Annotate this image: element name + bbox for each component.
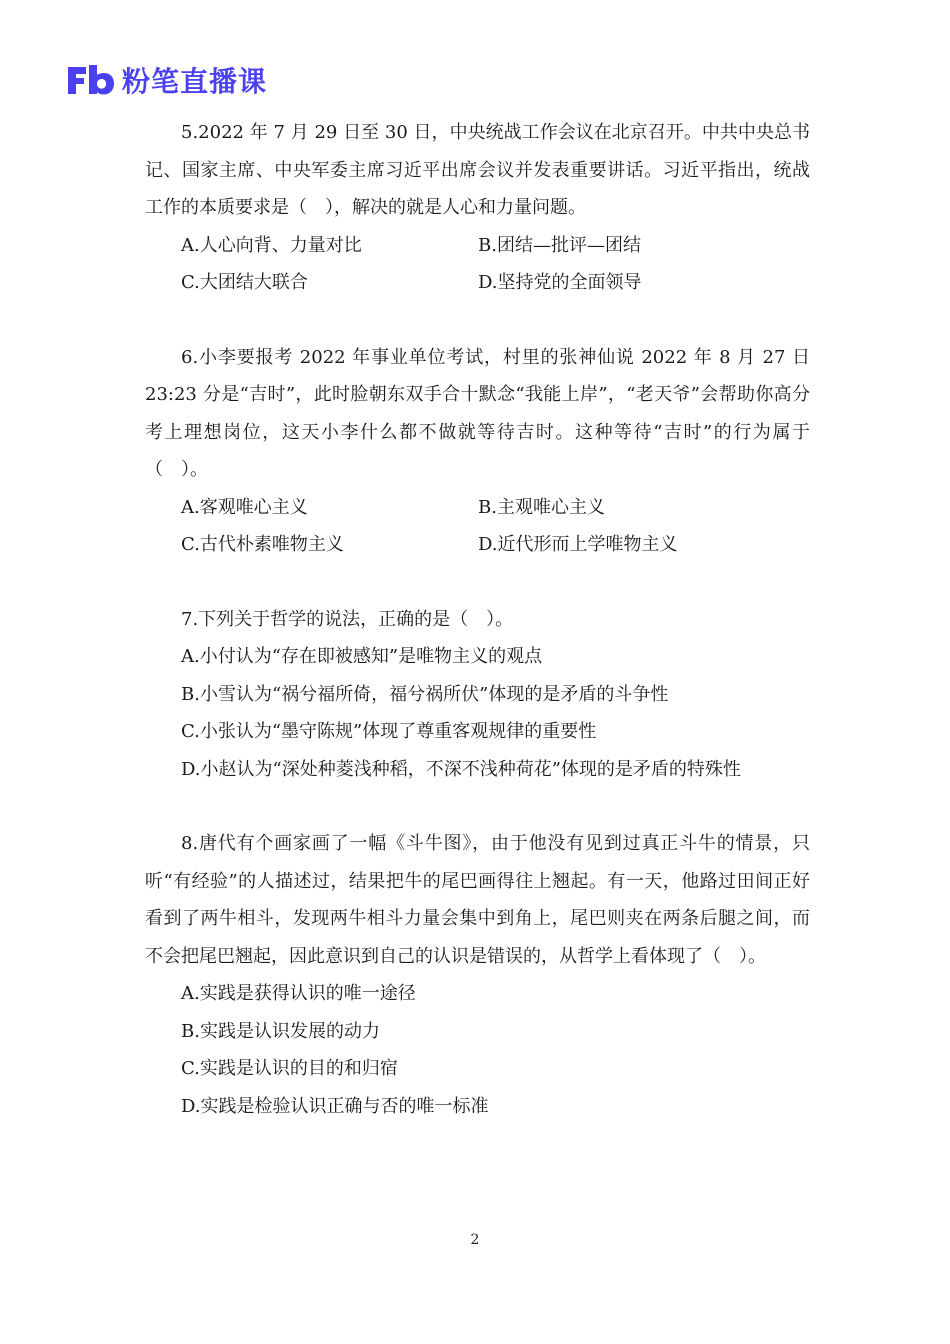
option-b: B.实践是认识发展的动力 (181, 1020, 380, 1042)
question-7 (145, 601, 810, 789)
question-stem: 7.下列关于哲学的说法，正确的是（ ）。 (181, 608, 514, 630)
spacer (145, 564, 810, 601)
option-c: C.大团结大联合 (181, 272, 308, 293)
option-d: D.小赵认为“深处种菱浅种稻，不深不浅种荷花”体现的是矛盾的特殊性 (181, 758, 741, 780)
brand-logo (66, 58, 267, 102)
option-b: B.团结—批评—团结 (478, 234, 641, 256)
option-list (145, 489, 810, 564)
question-stem: 8.唐代有个画家画了一幅《斗牛图》，由于他没有见到过真正斗牛的情景，只听“有经验”的人描述过，结果把牛的尾巴画得往上翘起。有一天，他路过田间正好看到了两牛相斗，发现两牛相斗力量会集中到角上，尾巴则夹在两条后腿之间，而不会把尾巴翘起，因此意识到自己的认识是错误的，从哲学上看体现了（ ）。 (145, 833, 810, 967)
question-stem: 5.2022 年 7 月 29 日至 30 日，中央统战工作会议在北京召开。中共中央总书记、国家主席、中央军委主席习近平出席会议并发表重要讲话。习近平指出，统战工作的本质要求是（ ），解决的就是人心和力量问题。 (145, 122, 810, 218)
logo-text: 粉笔直播课 (122, 65, 268, 98)
option-d: D.实践是检验认识正确与否的唯一标准 (181, 1095, 489, 1117)
option-list (145, 638, 810, 788)
spacer (145, 788, 810, 825)
question-list (145, 114, 810, 1125)
option-list (145, 227, 810, 302)
question-6 (145, 339, 810, 564)
question-5 (145, 114, 810, 302)
question-8 (145, 825, 810, 1125)
option-c: C.实践是认识的目的和归宿 (181, 1058, 398, 1079)
spacer (145, 302, 810, 339)
page-number: 2 (470, 1232, 480, 1248)
option-b: B.主观唯心主义 (478, 496, 605, 518)
option-c: C.古代朴素唯物主义 (181, 534, 344, 555)
option-a: A.实践是获得认识的唯一途径 (181, 983, 416, 1004)
option-a: A.人心向背、力量对比 (181, 234, 362, 256)
option-d: D.坚持党的全面领导 (478, 272, 642, 293)
fb-logo-icon (66, 63, 116, 97)
question-stem: 6.小李要报考 2022 年事业单位考试，村里的张神仙说 2022 年 8 月 27 日 23:23 分是“吉时”，此时脸朝东双手合十默念“我能上岸”，“老天爷”会帮助你高分考上理想岗位，这天小李什么都不做就等待吉时。这种等待“吉时”的行为属于（ ）。 (145, 346, 810, 480)
option-d: D.近代形而上学唯物主义 (478, 534, 678, 555)
option-b: B.小雪认为“祸兮福所倚，福兮祸所伏”体现的是矛盾的斗争性 (181, 683, 669, 705)
option-list (145, 975, 810, 1125)
option-a: A.客观唯心主义 (181, 496, 308, 518)
option-a: A.小付认为“存在即被感知”是唯物主义的观点 (181, 646, 543, 667)
option-c: C.小张认为“墨守陈规”体现了尊重客观规律的重要性 (181, 721, 597, 742)
